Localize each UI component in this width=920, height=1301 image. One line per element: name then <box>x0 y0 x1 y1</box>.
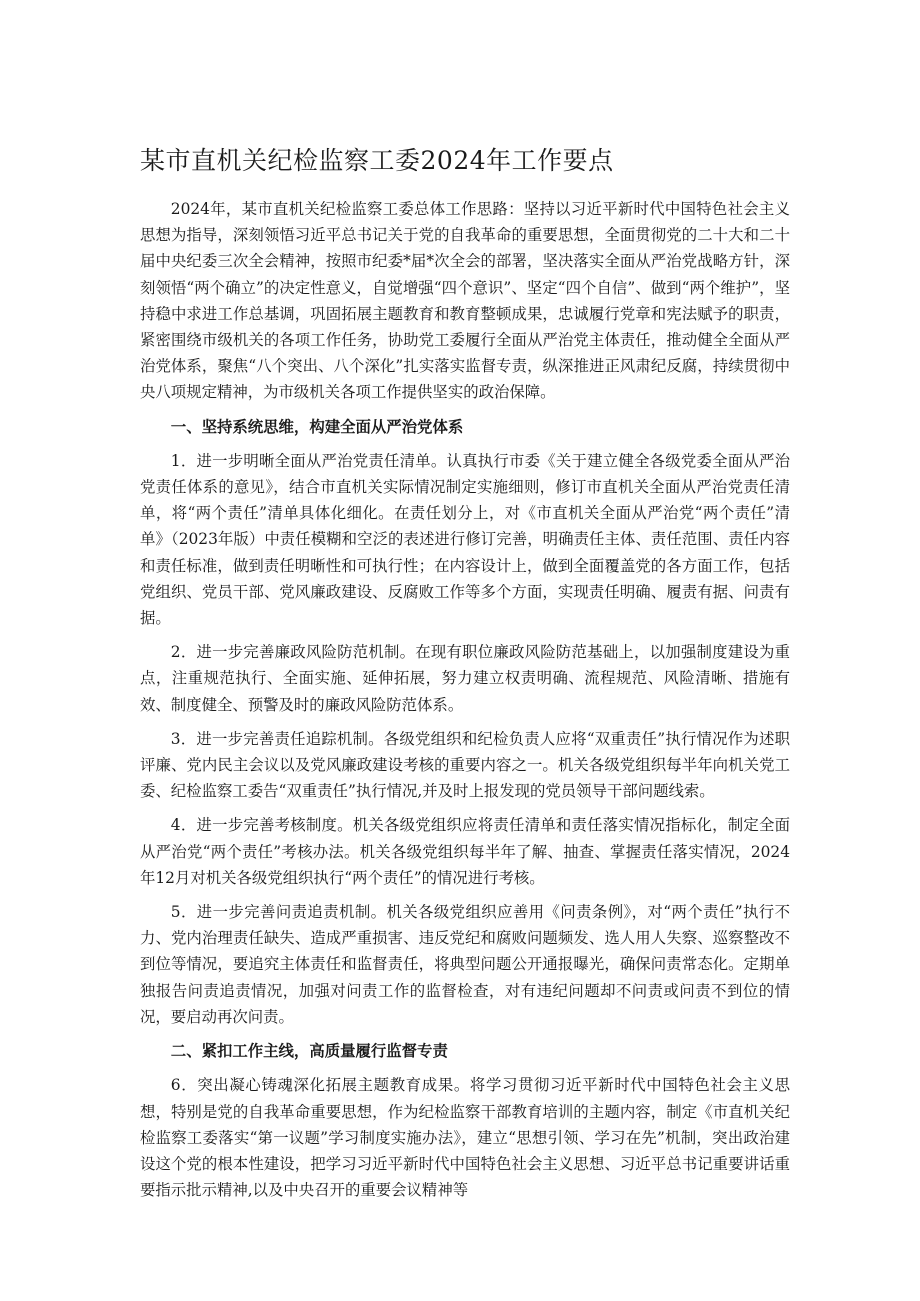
document-title: 某市直机关纪检监察工委2024年工作要点 <box>140 146 614 175</box>
section-2 <box>140 1038 790 1203</box>
paragraph-item-1: 1．进一步明晰全面从严治党责任清单。认真执行市委《关于建立健全各级党委全面从严治党责任体系的意见》，结合市直机关实际情况制定实施细则，修订市直机关全面从严治党责任清单，将“两个责任”清单具体化细化。在责任划分上，对《市直机关全面从严治党“两个责任”清单》（2023年版）中责任模糊和空泛的表述进行修订完善，明确责任主体、责任范围、责任内容和责任标准，做到责任明晰性和可执行性；在内容设计上，做到全面覆盖党的各方面工作，包括党组织、党员干部、党风廉政建设、反腐败工作等多个方面，实现责任明确、履责有据、问责有据。 <box>140 451 790 628</box>
section-1 <box>140 414 790 1030</box>
paragraph-item-6: 6．突出凝心铸魂深化拓展主题教育成果。将学习贯彻习近平新时代中国特色社会主义思想，特别是党的自我革命重要思想，作为纪检监察干部教育培训的主题内容，制定《市直机关纪检监察工委落实“第一议题”学习制度实施办法》，建立“思想引领、学习在先”机制，突出政治建设这个党的根本性建设，把学习习近平新时代中国特色社会主义思想、习近平总书记重要讲话重要指示批示精神,以及中央召开的重要会议精神等 <box>140 1076 790 1200</box>
paragraph-item-2: 2．进一步完善廉政风险防范机制。在现有职位廉政风险防范基础上，以加强制度建设为重点，注重规范执行、全面实施、延伸拓展，努力建立权责明确、流程规范、风险清晰、措施有效、制度健全、预警及时的廉政风险防范体系。 <box>140 643 790 714</box>
intro-paragraph: 2024年，某市直机关纪检监察工委总体工作思路：坚持以习近平新时代中国特色社会主义思想为指导，深刻领悟习近平总书记关于党的自我革命的重要思想，全面贯彻党的二十大和二十届中央纪委三次全会精神，按照市纪委*届*次全会的部署，坚决落实全面从严治党战略方针，深刻领悟“两个确立”的决定性意义，自觉增强“四个意识”、坚定“四个自信”、做到“两个维护”，坚持稳中求进工作总基调，巩固拓展主题教育和教育整顿成果，忠诚履行党章和宪法赋予的职责，紧密围绕市级机关的各项工作任务，协助党工委履行全面从严治党主体责任，推动健全全面从严治党体系，聚焦“八个突出、八个深化”扎实落实监督专责，纵深推进正风肃纪反腐，持续贯彻中央八项规定精神，为市级机关各项工作提供坚实的政治保障。 <box>140 200 790 402</box>
paragraph-item-4: 4．进一步完善考核制度。机关各级党组织应将责任清单和责任落实情况指标化，制定全面从严治党“两个责任”考核办法。机关各级党组织每半年了解、抽查、掌握责任落实情况，2024年12月对机关各级党组织执行“两个责任”的情况进行考核。 <box>140 816 790 887</box>
section-heading: 二、紧扣工作主线，高质量履行监督专责 <box>170 1042 448 1061</box>
document-page <box>140 140 790 1211</box>
paragraph-item-5: 5．进一步完善问责追责机制。机关各级党组织应善用《问责条例》，对“两个责任”执行不力、党内治理责任缺失、造成严重损害、违反党纪和腐败问题频发、选人用人失察、巡察整改不到位等情况，要追究主体责任和监督责任，将典型问题公开通报曝光，确保问责常态化。定期单独报告问责追责情况，加强对问责工作的监督检查，对有违纪问题却不问责或问责不到位的情况，要启动再次问责。 <box>140 903 790 1026</box>
section-heading: 一、坚持系统思维，构建全面从严治党体系 <box>170 417 464 436</box>
paragraph-item-3: 3．进一步完善责任追踪机制。各级党组织和纪检负责人应将“双重责任”执行情况作为述职评廉、党内民主会议以及党风廉政建设考核的重要内容之一。机关各级党组织每半年向机关党工委、纪检监察工委告“双重责任”执行情况,并及时上报发现的党员领导干部问题线索。 <box>140 729 790 801</box>
